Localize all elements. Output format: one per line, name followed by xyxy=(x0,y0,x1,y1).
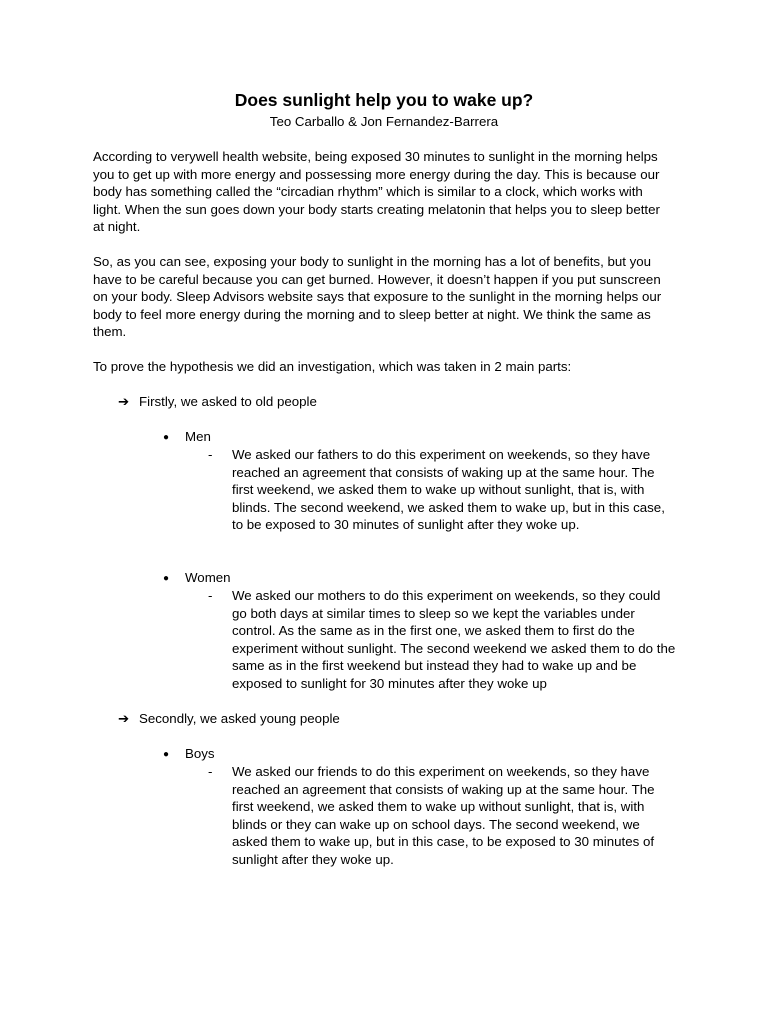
arrow-icon: ➔ xyxy=(118,394,130,409)
document-title: Does sunlight help you to wake up? xyxy=(234,90,534,110)
section-heading-text: Secondly, we asked young people xyxy=(139,711,340,726)
sub-item-text: We asked our mothers to do this experiment on weekends, so they could go both days at similar times to sleep so we kept the variables under control. As the same as in the first one, we asked them to first do the experiment without sunlight. The second weekend we asked them to do the same as in the first weekend but instead they had to wake up and be exposed to sunlight for 30 minutes after they woke up xyxy=(232,588,676,691)
list-item-boys xyxy=(163,745,215,764)
dash-marker: - xyxy=(208,764,213,779)
bullet-icon: ● xyxy=(163,432,170,443)
list-item-women xyxy=(163,569,231,588)
paragraph-intro: According to verywell health website, being exposed 30 minutes to sunlight in the morning helps you to get up with more energy and possessing more energy during the day. This is because our body has something called the “circadian rhythm” which is similar to a clock, which works with light. When the sun goes down your body starts creating melatonin that helps you to sleep better at night. xyxy=(93,149,660,235)
dash-marker: - xyxy=(208,447,213,462)
section-heading-old-people xyxy=(118,393,317,411)
document-authors: Teo Carballo & Jon Fernandez-Barrera xyxy=(269,114,499,129)
list-item-label: Men xyxy=(185,429,211,444)
paragraph-hypothesis: To prove the hypothesis we did an investigation, which was taken in 2 main parts: xyxy=(93,359,572,374)
bullet-icon: ● xyxy=(163,573,170,584)
bullet-icon: ● xyxy=(163,749,170,760)
list-item-men xyxy=(163,428,211,447)
section-heading-young-people xyxy=(118,710,340,728)
section-heading-text: Firstly, we asked to old people xyxy=(139,394,317,409)
sub-item-text: We asked our fathers to do this experiment on weekends, so they have reached an agreement that consists of waking up at the same hour. The first weekend, we asked them to wake up without sunlight, that is, with blinds. The second weekend, we asked them to wake up, but in this case, to be exposed to 30 minutes of sunlight after they woke up. xyxy=(232,447,665,533)
arrow-icon: ➔ xyxy=(118,711,130,726)
list-item-label: Women xyxy=(185,570,231,585)
sub-item-text: We asked our friends to do this experiment on weekends, so they have reached an agreement that consists of waking up at the same hour. The first weekend, we asked them to wake up without sunlight, that is, with blinds or they can wake up on school days. The second weekend, we asked them to wake up, but in this case, to be exposed to 30 minutes of sunlight after they woke up. xyxy=(232,764,655,867)
dash-marker: - xyxy=(208,588,213,603)
paragraph-benefits: So, as you can see, exposing your body to sunlight in the morning has a lot of benefits, but you have to be careful because you can get burned. However, it doesn’t happen if you put sunscreen on your body. Sleep Advisors website says that exposure to the sunlight in the morning helps our body to feel more energy during the morning and to sleep better at night. We think the same as them. xyxy=(93,254,662,340)
list-item-label: Boys xyxy=(185,746,215,761)
